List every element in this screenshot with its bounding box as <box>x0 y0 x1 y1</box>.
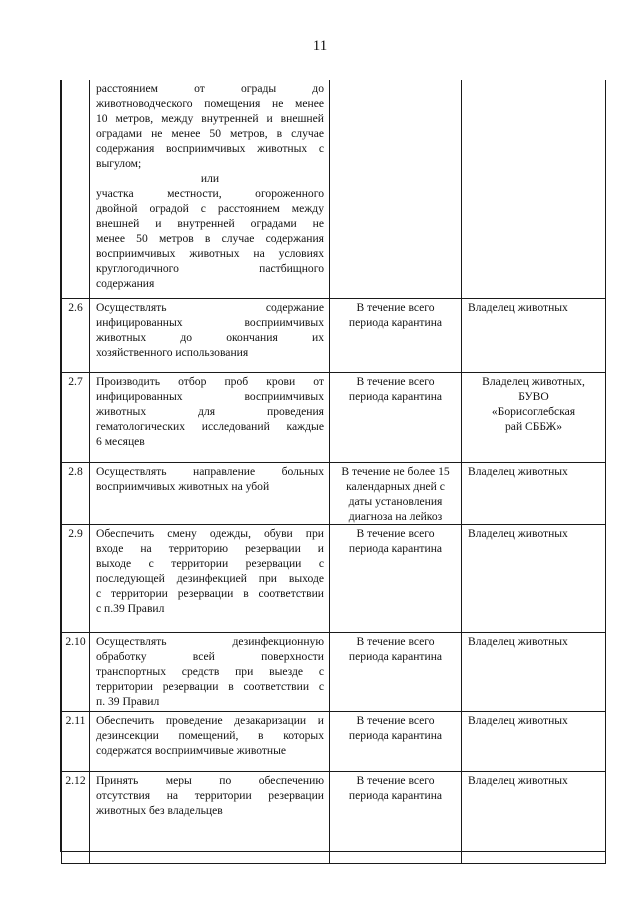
measure-text-line: круглогодичного пастбищного <box>96 262 324 275</box>
responsible-party <box>462 632 606 711</box>
measure-period <box>330 632 462 711</box>
responsible-line: Владелец животных <box>468 713 568 727</box>
table-row <box>62 462 606 524</box>
responsible-line: Владелец животных <box>468 773 568 787</box>
period-line: В течение всего <box>356 374 435 388</box>
table-row <box>62 771 606 863</box>
row-number: 2.9 <box>62 524 90 632</box>
period-line: периода карантина <box>348 541 443 555</box>
measure-period <box>330 372 462 462</box>
measure-text-line: животных для проведения <box>96 404 324 418</box>
measure-period <box>330 771 462 863</box>
period-line: периода карантина <box>348 788 443 802</box>
responsible-line: Владелец животных <box>468 300 568 314</box>
responsible-line: Владелец животных <box>468 464 568 478</box>
responsible-line: Владелец животных <box>468 634 568 648</box>
measure-text-line: животных до окончания их <box>96 330 324 344</box>
row-number: 2.8 <box>62 462 90 524</box>
measure-text-line: с п.39 Правил <box>96 601 165 615</box>
measure-text-line: животных без владельцев <box>96 803 223 817</box>
measure-text-line: гематологических исследований каждые <box>96 419 324 433</box>
measure-text-line: хозяйственного использования <box>96 345 249 359</box>
measure-text <box>90 462 330 524</box>
measure-text-line: Осуществлять дезинфекционную <box>96 634 324 648</box>
measures-table-frame <box>60 80 606 852</box>
responsible-line: БУВО <box>518 389 549 403</box>
measure-text-line: входе на территорию резервации и <box>96 541 324 555</box>
measure-text-line: обработку всей поверхности <box>96 649 324 663</box>
measure-text <box>90 80 330 298</box>
period-line: календарных дней с <box>346 479 445 493</box>
measure-text-line: расстоянием от ограды до <box>96 82 324 95</box>
measure-text-line: Осуществлять содержание <box>96 300 324 314</box>
period-line: периода карантина <box>348 649 443 663</box>
measure-text-line: дезинсекции помещений, в которых <box>96 728 324 742</box>
measure-text-line: Производить отбор проб крови от <box>96 374 324 388</box>
measure-text-line: оградами не менее 50 метров, в случае <box>96 127 324 140</box>
responsible-line: Владелец животных, <box>482 374 585 388</box>
measure-text-line: или <box>200 172 220 185</box>
responsible-party <box>462 372 606 462</box>
measure-text-line: Принять меры по обеспечению <box>96 773 324 787</box>
row-number: 2.6 <box>62 298 90 372</box>
period-line: периода карантина <box>348 315 443 329</box>
measure-text-line: отсутствия на территории резервации <box>96 788 324 802</box>
table-row <box>62 632 606 711</box>
responsible-party <box>462 80 606 298</box>
period-line: В течение не более 15 <box>341 464 450 478</box>
measure-text-line: с территории резервации в соответствии <box>96 586 324 600</box>
measure-text-line: последующей дезинфекцией при выходе <box>96 571 324 585</box>
measure-period <box>330 462 462 524</box>
period-line: периода карантина <box>348 389 443 403</box>
period-line: В течение всего <box>356 773 435 787</box>
measure-text-line: Обеспечить смену одежды, обуви при <box>96 526 324 540</box>
measure-text-line: Осуществлять направление больных <box>96 464 324 478</box>
period-line: В течение всего <box>356 526 435 540</box>
period-line: даты установления <box>348 494 443 508</box>
period-line: В течение всего <box>356 713 435 727</box>
measure-text-line: территории резервации в соответствии с <box>96 679 324 693</box>
responsible-line: рай СББЖ» <box>505 419 562 433</box>
measure-text-line: транспортных средств при выезде с <box>96 664 324 678</box>
measure-text <box>90 711 330 771</box>
row-number: 2.11 <box>62 711 90 771</box>
row-number: 2.7 <box>62 372 90 462</box>
measure-text <box>90 632 330 711</box>
measure-text-line: участка местности, огороженного <box>96 187 324 200</box>
measure-text <box>90 298 330 372</box>
responsible-line: «Борисоглебская <box>491 404 576 418</box>
table-body <box>62 80 606 863</box>
quarantine-measures-table <box>61 80 606 864</box>
measure-text-line: содержания <box>96 277 155 290</box>
measure-text-line: выходе с территории резервации с <box>96 556 324 570</box>
responsible-line: Владелец животных <box>468 526 568 540</box>
measure-text-line: Обеспечить проведение дезакаризации и <box>96 713 324 727</box>
measure-text-line: 6 месяцев <box>96 434 145 448</box>
period-line: периода карантина <box>348 728 443 742</box>
row-number <box>62 80 90 298</box>
measure-period <box>330 711 462 771</box>
row-number: 2.12 <box>62 771 90 863</box>
row-number: 2.10 <box>62 632 90 711</box>
measure-text-line: инфицированных восприимчивых <box>96 389 324 403</box>
period-line: В течение всего <box>356 300 435 314</box>
measure-text-line: восприимчивых животных на условиях <box>96 247 324 260</box>
table-row <box>62 524 606 632</box>
responsible-party <box>462 298 606 372</box>
measure-text-line: восприимчивых животных на убой <box>96 479 270 493</box>
responsible-party <box>462 462 606 524</box>
measure-text-line: содержатся восприимчивые животные <box>96 743 287 757</box>
measure-text-line: внешней и внутренней оградами не <box>96 217 324 230</box>
page-number: 11 <box>312 38 328 54</box>
measure-text-line: двойной оградой с расстоянием между <box>96 202 324 215</box>
responsible-party <box>462 711 606 771</box>
table-row <box>62 372 606 462</box>
table-row <box>62 80 606 298</box>
measure-text-line: 10 метров, между внутренней и внешней <box>96 112 324 125</box>
measure-text-line: инфицированных восприимчивых <box>96 315 324 329</box>
period-line: диагноза на лейкоз <box>348 509 443 523</box>
measure-text <box>90 771 330 863</box>
measure-text <box>90 524 330 632</box>
measure-text-line: выгулом; <box>96 157 142 170</box>
measure-text-line: п. 39 Правил <box>96 694 160 708</box>
period-line: В течение всего <box>356 634 435 648</box>
responsible-party <box>462 524 606 632</box>
measure-period <box>330 80 462 298</box>
table-row <box>62 711 606 771</box>
measure-text-line: содержания восприимчивых животных с <box>96 142 324 155</box>
measure-text-line: менее 50 метров в случае содержания <box>96 232 324 245</box>
table-row <box>62 298 606 372</box>
responsible-party <box>462 771 606 863</box>
measure-text <box>90 372 330 462</box>
measure-text-line: животноводческого помещения не менее <box>96 97 324 110</box>
measure-period <box>330 524 462 632</box>
measure-period <box>330 298 462 372</box>
